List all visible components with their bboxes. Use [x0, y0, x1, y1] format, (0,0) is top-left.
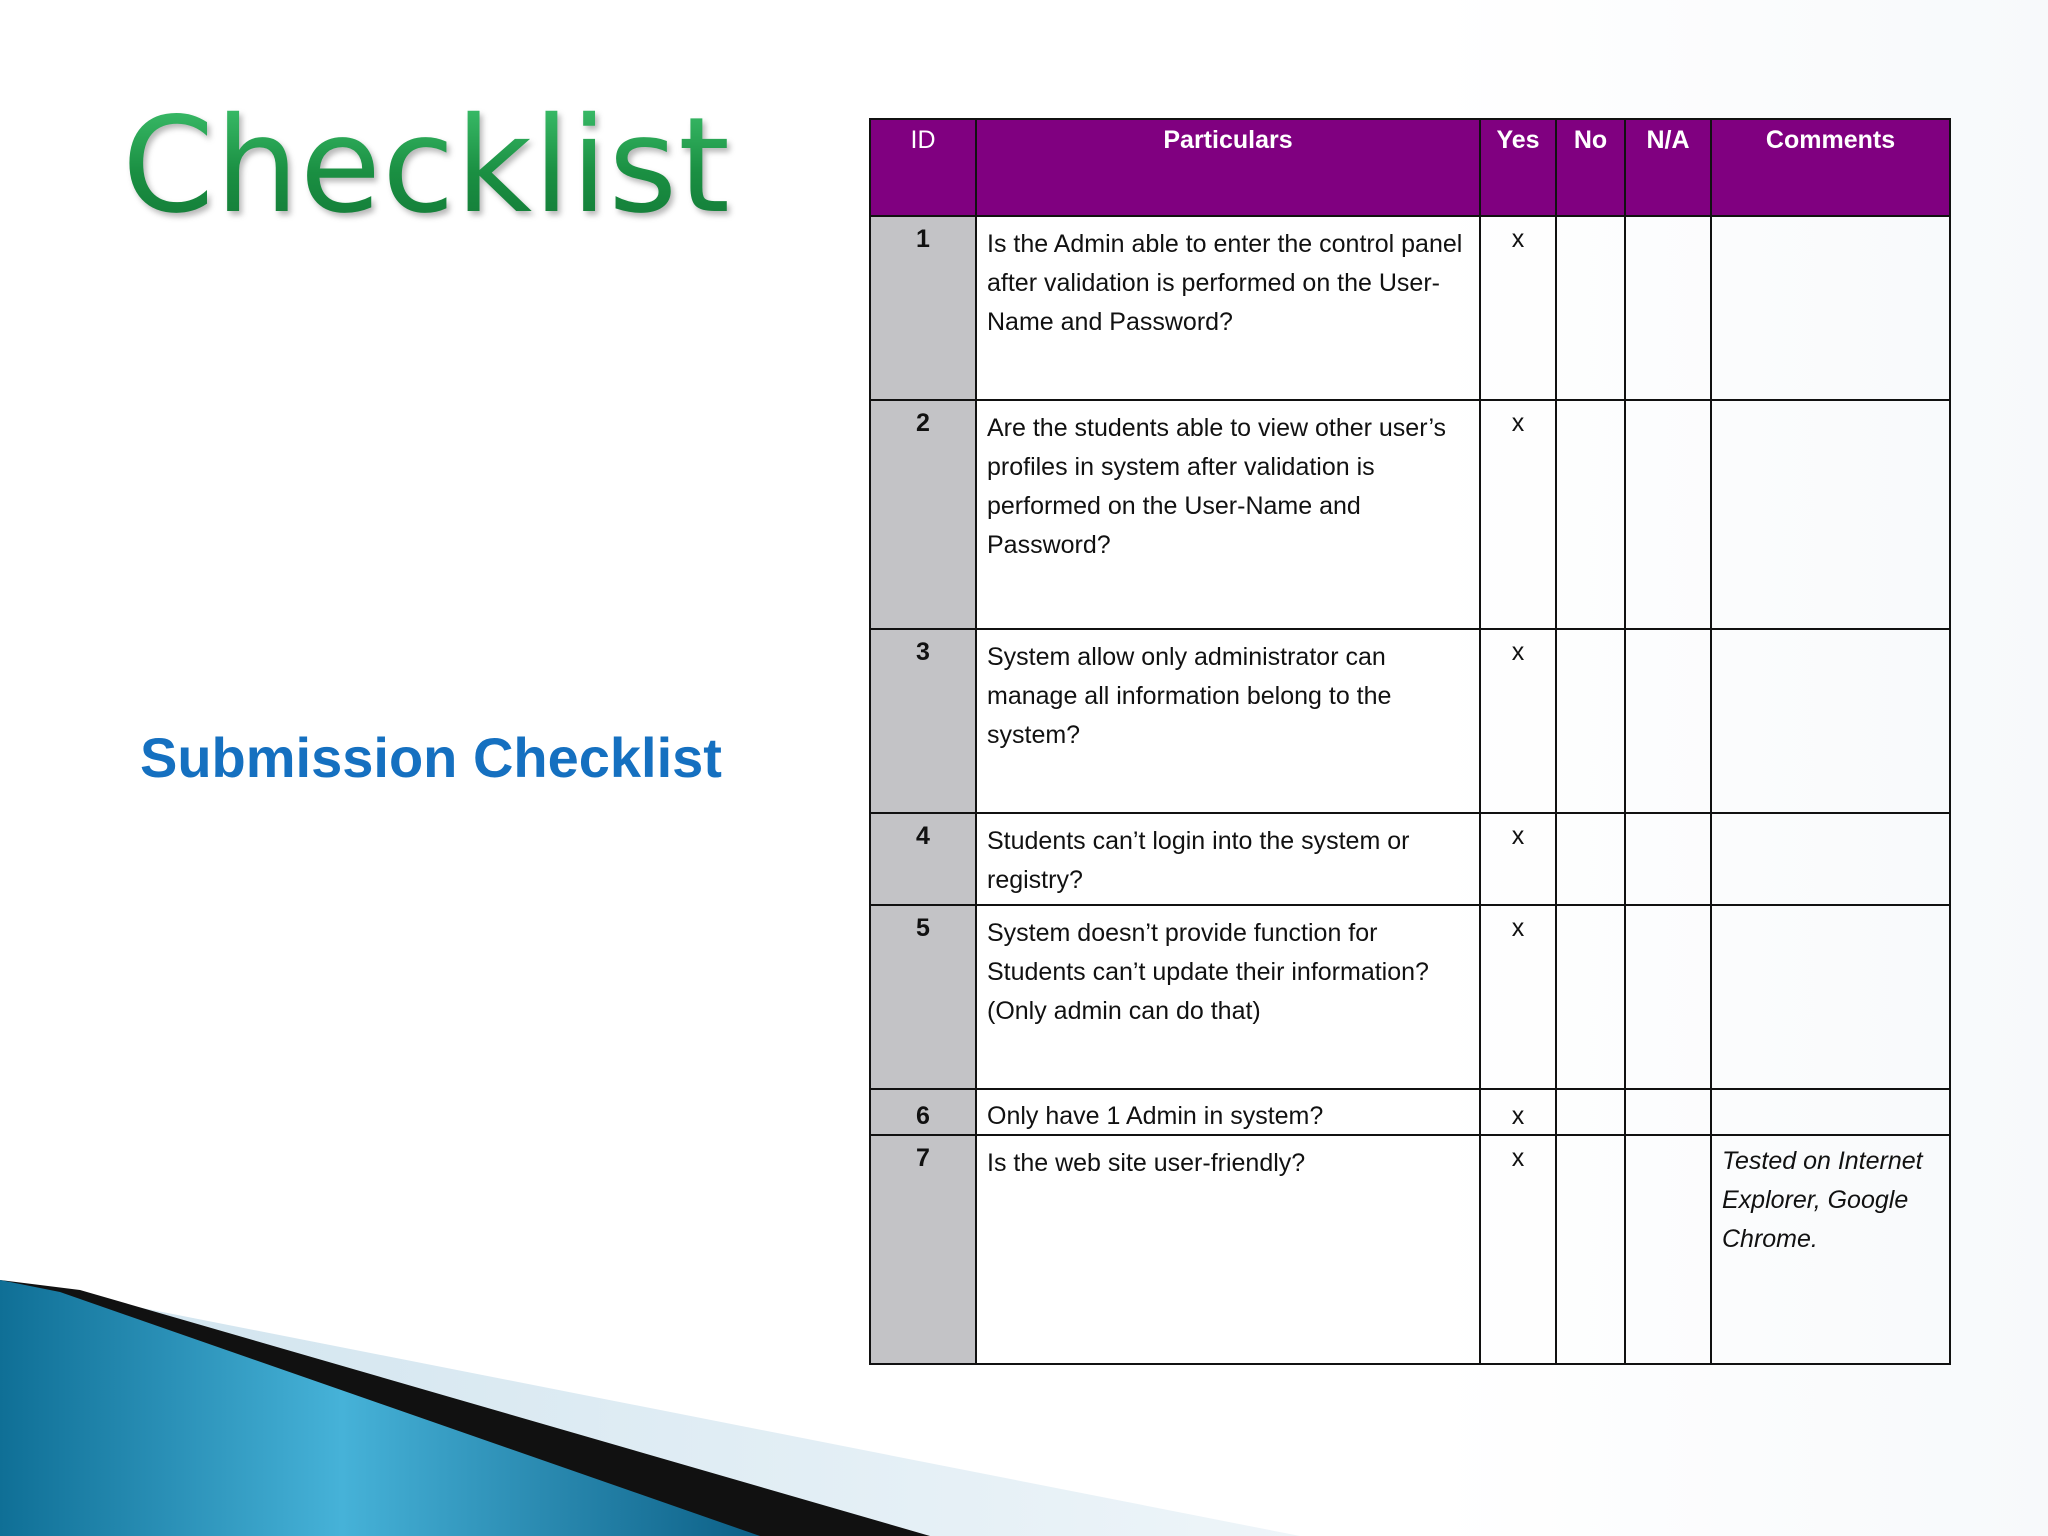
row-id: 4	[870, 813, 976, 905]
table-row	[870, 813, 1950, 905]
row-no	[1556, 216, 1625, 400]
row-yes: x	[1480, 813, 1556, 905]
row-comments	[1711, 1089, 1950, 1135]
row-na	[1625, 905, 1711, 1089]
table-row	[870, 400, 1950, 629]
row-yes: x	[1480, 629, 1556, 813]
slide-subtitle: Submission Checklist	[140, 726, 722, 789]
row-id: 1	[870, 216, 976, 400]
table-row	[870, 216, 1950, 400]
row-no	[1556, 905, 1625, 1089]
header-particulars: Particulars	[976, 119, 1480, 216]
row-comments: Tested on Internet Explorer, Google Chrome.	[1711, 1135, 1950, 1364]
row-particulars: Is the Admin able to enter the control panel after validation is performed on the User-Name and Password?	[976, 216, 1480, 400]
table-row	[870, 1135, 1950, 1364]
header-comments: Comments	[1711, 119, 1950, 216]
row-yes: x	[1480, 400, 1556, 629]
table-header-row	[870, 119, 1950, 216]
row-particulars: Are the students able to view other user’s profiles in system after validation is performed on the User-Name and Password?	[976, 400, 1480, 629]
header-no: No	[1556, 119, 1625, 216]
row-comments	[1711, 400, 1950, 629]
row-id: 3	[870, 629, 976, 813]
row-no	[1556, 813, 1625, 905]
row-yes: x	[1480, 905, 1556, 1089]
table-row	[870, 905, 1950, 1089]
row-comments	[1711, 905, 1950, 1089]
row-na	[1625, 629, 1711, 813]
header-yes: Yes	[1480, 119, 1556, 216]
row-no	[1556, 1089, 1625, 1135]
row-yes: x	[1480, 1135, 1556, 1364]
row-id: 7	[870, 1135, 976, 1364]
row-particulars: System allow only administrator can manage all information belong to the system?	[976, 629, 1480, 813]
row-id: 5	[870, 905, 976, 1089]
row-no	[1556, 629, 1625, 813]
row-no	[1556, 1135, 1625, 1364]
row-particulars: Only have 1 Admin in system?	[976, 1089, 1480, 1135]
slide-title: Checklist	[122, 89, 731, 243]
row-particulars: Is the web site user-friendly?	[976, 1135, 1480, 1364]
row-yes: x	[1480, 1089, 1556, 1135]
row-comments	[1711, 813, 1950, 905]
row-na	[1625, 1089, 1711, 1135]
row-na	[1625, 400, 1711, 629]
table-row	[870, 629, 1950, 813]
row-particulars: Students can’t login into the system or registry?	[976, 813, 1480, 905]
table-row	[870, 1089, 1950, 1135]
checklist-table	[869, 118, 1951, 1365]
row-yes: x	[1480, 216, 1556, 400]
row-particulars: System doesn’t provide function for Students can’t update their information? (Only admin can do that)	[976, 905, 1480, 1089]
row-na	[1625, 216, 1711, 400]
row-na	[1625, 1135, 1711, 1364]
row-comments	[1711, 629, 1950, 813]
row-na	[1625, 813, 1711, 905]
row-id: 6	[870, 1089, 976, 1135]
row-id: 2	[870, 400, 976, 629]
row-no	[1556, 400, 1625, 629]
header-na: N/A	[1625, 119, 1711, 216]
row-comments	[1711, 216, 1950, 400]
header-id: ID	[870, 119, 976, 216]
